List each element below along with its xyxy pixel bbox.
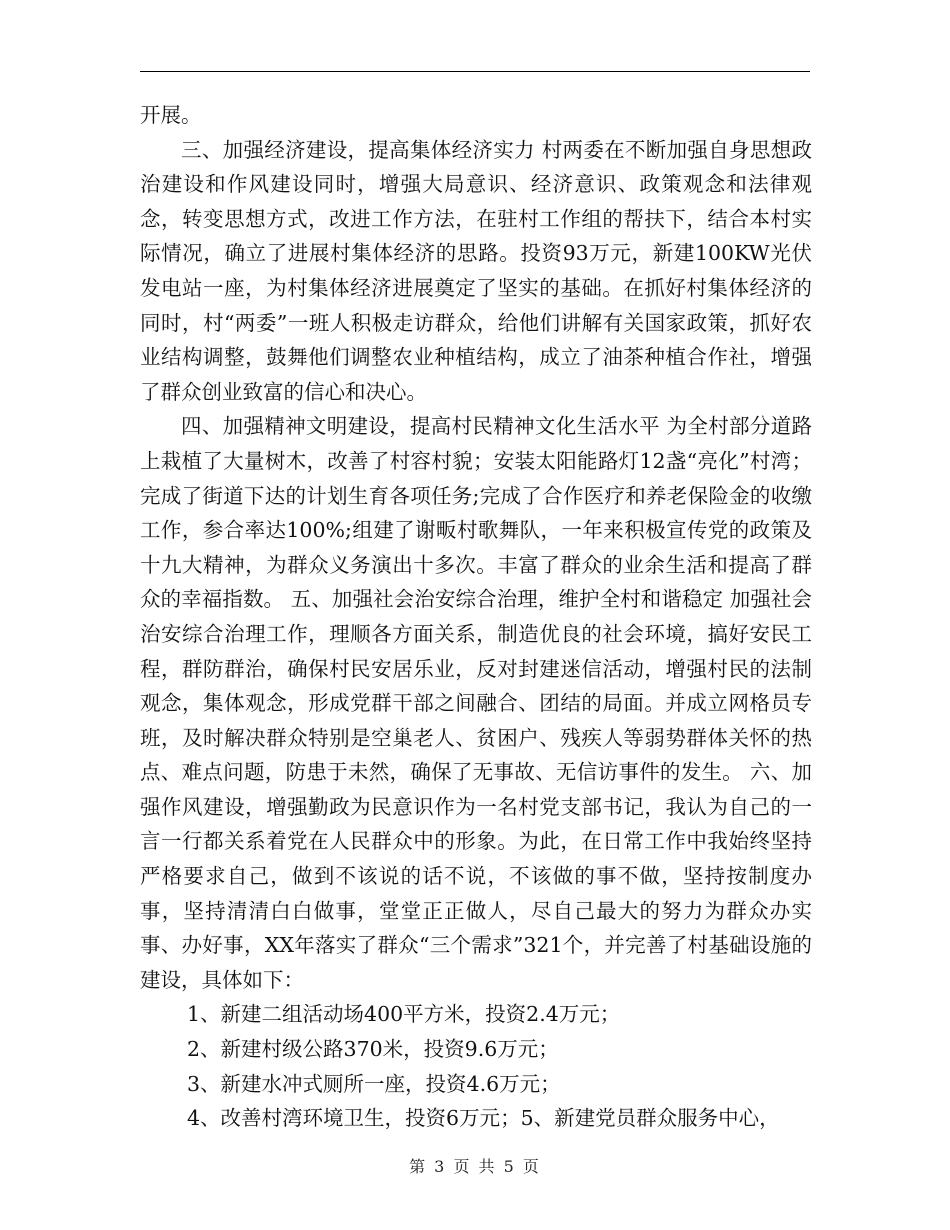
list-item: 1、新建二组活动场400平方米，投资2.4万元； [187,1002,621,1027]
list-item: 4、改善村湾环境卫生，投资6万元；5、新建党员群众服务中心， [187,1106,780,1131]
paragraph-spiritual-civilization: 四、加强精神文明建设，提高村民精神文化生活水平 为全村部分道路上栽植了大量树木，改善了村容村貌；安装太阳能路灯12盏“亮化”村湾；完成了街道下达的计划生育各项任务;完成了合作医疗和养老保险金的收缴工作，参合率达100%;组建了谢畈村歌舞队，一年来积极宣传党的政策及十九大精神，为群众义务演出十多次。丰富了群众的业余生活和提高了群众的幸福指数。 五、加强社会治安综合治理，维护全村和谐稳定 加强社会治安综合治理工作，理顺各方面关系，制造优良的社会环境，搞好安民工程，群防群治，确保村民安居乐业，反对封建迷信活动，增强村民的法制观念，集体观念，形成党群干部之间融合、团结的局面。并成立网格员专班，及时解决群众特别是空巢老人、贫困户、残疾人等弱势群体关怀的热点、难点问题，防患于未然，确保了无事故、无信访事件的发生。 六、加强作风建设，增强勤政为民意识作为一名村党支部书记，我认为自己的一言一行都关系着党在人民群众中的形象。为此，在日常工作中我始终坚持严格要求自己，做到不该说的话不说，不该做的事不做，坚持按制度办事，坚持清清白白做事，堂堂正正做人，尽自己最大的努力为群众办实事、办好事，XX年落实了群众“三个需求”321个，并完善了村基础设施的建设，具体如下： [140,414,812,992]
page-number-footer: 第 3 页 共 5 页 [409,1157,541,1176]
list-item: 3、新建水冲式厕所一座，投资4.6万元； [187,1071,561,1096]
paragraph-continuation: 开展。 [140,103,202,127]
paragraph-economic-construction: 三、加强经济建设，提高集体经济实力 村两委在不断加强自身思想政治建设和作风建设同时，增强大局意识、经济意识、政策观念和法律观念，转变思想方式，改进工作方法，在驻村工作组的帮扶下，结合本村实际情况，确立了进展村集体经济的思路。投资93万元，新建100KW光伏发电站一座，为村集体经济进展奠定了坚实的基础。在抓好村集体经济的同时，村“两委”一班人积极走访群众，给他们讲解有关国家政策，抓好农业结构调整，鼓舞他们调整农业种植结构，成立了油茶种植合作社，增强了群众创业致富的信心和决心。 [140,137,812,404]
header-divider [140,71,810,72]
list-item: 2、新建村级公路370米，投资9.6万元； [187,1037,559,1062]
document-body [140,98,812,1136]
